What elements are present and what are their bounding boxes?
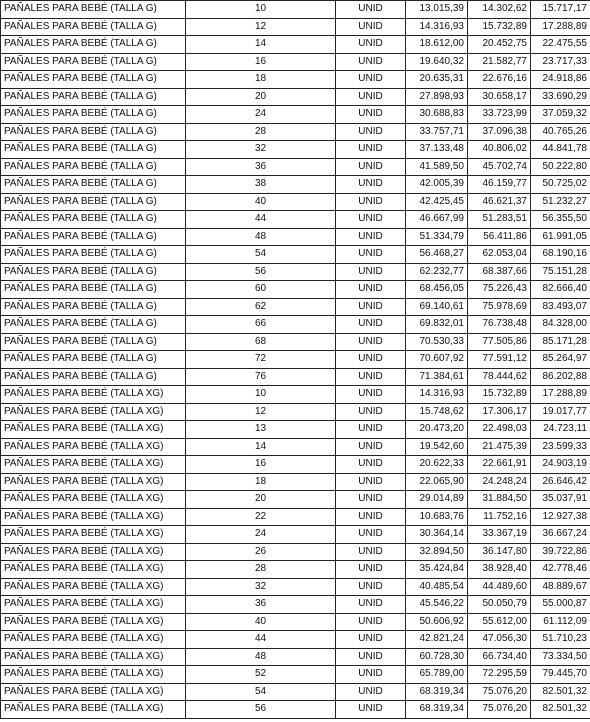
product-name-cell: PAÑALES PARA BEBÉ (TALLA G) <box>1 351 186 369</box>
quantity-cell: 24 <box>186 106 336 124</box>
product-name-cell: PAÑALES PARA BEBÉ (TALLA G) <box>1 88 186 106</box>
unit-cell: UNID <box>336 88 406 106</box>
unit-cell: UNID <box>336 158 406 176</box>
table-row <box>1 578 590 596</box>
price-2-cell: 31.884,50 <box>468 491 531 509</box>
unit-cell: UNID <box>336 1 406 19</box>
table-row <box>1 316 590 334</box>
price-2-cell: 38.928,40 <box>468 561 531 579</box>
price-2-cell: 17.306,17 <box>468 403 531 421</box>
product-name-cell: PAÑALES PARA BEBÉ (TALLA XG) <box>1 613 186 631</box>
unit-cell: UNID <box>336 526 406 544</box>
table-row <box>1 596 590 614</box>
unit-cell: UNID <box>336 211 406 229</box>
price-3-cell: 15.717,17 <box>531 1 590 19</box>
product-name-cell: PAÑALES PARA BEBÉ (TALLA G) <box>1 246 186 264</box>
price-2-cell: 75.076,20 <box>468 701 531 719</box>
product-name-cell: PAÑALES PARA BEBÉ (TALLA XG) <box>1 666 186 684</box>
price-3-cell: 48.889,67 <box>531 578 590 596</box>
quantity-cell: 24 <box>186 526 336 544</box>
table-row <box>1 298 590 316</box>
price-2-cell: 75.978,69 <box>468 298 531 316</box>
table-row <box>1 403 590 421</box>
unit-cell: UNID <box>336 648 406 666</box>
price-1-cell: 46.667,99 <box>406 211 468 229</box>
unit-cell: UNID <box>336 123 406 141</box>
price-table-body <box>1 1 590 719</box>
price-2-cell: 33.723,99 <box>468 106 531 124</box>
price-1-cell: 29.014,89 <box>406 491 468 509</box>
price-2-cell: 22.676,16 <box>468 71 531 89</box>
price-2-cell: 46.621,37 <box>468 193 531 211</box>
quantity-cell: 26 <box>186 543 336 561</box>
price-3-cell: 86.202,88 <box>531 368 590 386</box>
unit-cell: UNID <box>336 473 406 491</box>
quantity-cell: 56 <box>186 263 336 281</box>
price-3-cell: 51.710,23 <box>531 631 590 649</box>
quantity-cell: 10 <box>186 386 336 404</box>
table-row <box>1 456 590 474</box>
table-row <box>1 491 590 509</box>
quantity-cell: 76 <box>186 368 336 386</box>
product-name-cell: PAÑALES PARA BEBÉ (TALLA G) <box>1 193 186 211</box>
product-name-cell: PAÑALES PARA BEBÉ (TALLA G) <box>1 36 186 54</box>
table-row <box>1 53 590 71</box>
quantity-cell: 52 <box>186 666 336 684</box>
price-3-cell: 33.690,29 <box>531 88 590 106</box>
product-name-cell: PAÑALES PARA BEBÉ (TALLA G) <box>1 18 186 36</box>
price-3-cell: 44.841,78 <box>531 141 590 159</box>
table-row <box>1 141 590 159</box>
unit-cell: UNID <box>336 193 406 211</box>
price-1-cell: 22.065,90 <box>406 473 468 491</box>
quantity-cell: 32 <box>186 141 336 159</box>
product-name-cell: PAÑALES PARA BEBÉ (TALLA G) <box>1 53 186 71</box>
price-1-cell: 62.232,77 <box>406 263 468 281</box>
price-2-cell: 24.248,24 <box>468 473 531 491</box>
price-3-cell: 37.059,32 <box>531 106 590 124</box>
price-1-cell: 37.133,48 <box>406 141 468 159</box>
quantity-cell: 12 <box>186 18 336 36</box>
quantity-cell: 32 <box>186 578 336 596</box>
price-2-cell: 40.806,02 <box>468 141 531 159</box>
price-3-cell: 82.666,40 <box>531 281 590 299</box>
table-row <box>1 211 590 229</box>
unit-cell: UNID <box>336 456 406 474</box>
product-name-cell: PAÑALES PARA BEBÉ (TALLA G) <box>1 228 186 246</box>
price-3-cell: 56.355,50 <box>531 211 590 229</box>
unit-cell: UNID <box>336 36 406 54</box>
price-1-cell: 50.606,92 <box>406 613 468 631</box>
price-2-cell: 20.452,75 <box>468 36 531 54</box>
price-3-cell: 26.646,42 <box>531 473 590 491</box>
table-row <box>1 333 590 351</box>
unit-cell: UNID <box>336 228 406 246</box>
quantity-cell: 36 <box>186 596 336 614</box>
table-row <box>1 543 590 561</box>
product-name-cell: PAÑALES PARA BEBÉ (TALLA G) <box>1 263 186 281</box>
price-2-cell: 55.612,00 <box>468 613 531 631</box>
price-3-cell: 51.232,27 <box>531 193 590 211</box>
quantity-cell: 18 <box>186 71 336 89</box>
table-row <box>1 666 590 684</box>
product-name-cell: PAÑALES PARA BEBÉ (TALLA G) <box>1 211 186 229</box>
quantity-cell: 14 <box>186 438 336 456</box>
price-2-cell: 77.505,86 <box>468 333 531 351</box>
price-1-cell: 20.473,20 <box>406 421 468 439</box>
table-row <box>1 176 590 194</box>
price-3-cell: 85.171,28 <box>531 333 590 351</box>
quantity-cell: 62 <box>186 298 336 316</box>
price-2-cell: 75.076,20 <box>468 683 531 701</box>
price-3-cell: 50.725,02 <box>531 176 590 194</box>
product-name-cell: PAÑALES PARA BEBÉ (TALLA XG) <box>1 386 186 404</box>
unit-cell: UNID <box>336 298 406 316</box>
product-name-cell: PAÑALES PARA BEBÉ (TALLA G) <box>1 281 186 299</box>
product-name-cell: PAÑALES PARA BEBÉ (TALLA XG) <box>1 596 186 614</box>
price-3-cell: 61.112,09 <box>531 613 590 631</box>
quantity-cell: 28 <box>186 123 336 141</box>
unit-cell: UNID <box>336 281 406 299</box>
product-name-cell: PAÑALES PARA BEBÉ (TALLA G) <box>1 106 186 124</box>
unit-cell: UNID <box>336 263 406 281</box>
price-3-cell: 22.475,55 <box>531 36 590 54</box>
quantity-cell: 72 <box>186 351 336 369</box>
price-3-cell: 82.501,32 <box>531 683 590 701</box>
table-row <box>1 648 590 666</box>
table-row <box>1 473 590 491</box>
table-row <box>1 158 590 176</box>
table-row <box>1 421 590 439</box>
price-1-cell: 20.635,31 <box>406 71 468 89</box>
table-row <box>1 71 590 89</box>
product-name-cell: PAÑALES PARA BEBÉ (TALLA XG) <box>1 421 186 439</box>
price-3-cell: 85.264,97 <box>531 351 590 369</box>
product-name-cell: PAÑALES PARA BEBÉ (TALLA XG) <box>1 561 186 579</box>
quantity-cell: 18 <box>186 473 336 491</box>
price-1-cell: 40.485,54 <box>406 578 468 596</box>
table-row <box>1 368 590 386</box>
unit-cell: UNID <box>336 386 406 404</box>
product-name-cell: PAÑALES PARA BEBÉ (TALLA XG) <box>1 491 186 509</box>
price-3-cell: 39.722,86 <box>531 543 590 561</box>
price-2-cell: 21.475,39 <box>468 438 531 456</box>
price-1-cell: 19.640,32 <box>406 53 468 71</box>
table-row <box>1 263 590 281</box>
unit-cell: UNID <box>336 18 406 36</box>
unit-cell: UNID <box>336 333 406 351</box>
price-1-cell: 42.821,24 <box>406 631 468 649</box>
price-3-cell: 75.151,28 <box>531 263 590 281</box>
price-2-cell: 33.367,19 <box>468 526 531 544</box>
table-row <box>1 18 590 36</box>
unit-cell: UNID <box>336 561 406 579</box>
price-2-cell: 78.444,62 <box>468 368 531 386</box>
price-3-cell: 24.723,11 <box>531 421 590 439</box>
unit-cell: UNID <box>336 176 406 194</box>
unit-cell: UNID <box>336 421 406 439</box>
price-2-cell: 51.283,51 <box>468 211 531 229</box>
price-2-cell: 62.053,04 <box>468 246 531 264</box>
price-3-cell: 35.037,91 <box>531 491 590 509</box>
product-name-cell: PAÑALES PARA BEBÉ (TALLA G) <box>1 71 186 89</box>
price-1-cell: 65.789,00 <box>406 666 468 684</box>
price-1-cell: 45.546,22 <box>406 596 468 614</box>
table-row <box>1 193 590 211</box>
price-2-cell: 11.752,16 <box>468 508 531 526</box>
price-1-cell: 71.384,61 <box>406 368 468 386</box>
price-1-cell: 35.424,84 <box>406 561 468 579</box>
price-1-cell: 30.688,83 <box>406 106 468 124</box>
unit-cell: UNID <box>336 666 406 684</box>
price-3-cell: 40.765,26 <box>531 123 590 141</box>
quantity-cell: 68 <box>186 333 336 351</box>
unit-cell: UNID <box>336 403 406 421</box>
price-1-cell: 27.898,93 <box>406 88 468 106</box>
product-name-cell: PAÑALES PARA BEBÉ (TALLA G) <box>1 368 186 386</box>
table-row <box>1 561 590 579</box>
quantity-cell: 12 <box>186 403 336 421</box>
table-row <box>1 683 590 701</box>
price-3-cell: 42.778,46 <box>531 561 590 579</box>
price-2-cell: 47.056,30 <box>468 631 531 649</box>
unit-cell: UNID <box>336 141 406 159</box>
product-name-cell: PAÑALES PARA BEBÉ (TALLA XG) <box>1 648 186 666</box>
price-2-cell: 45.702,74 <box>468 158 531 176</box>
quantity-cell: 22 <box>186 508 336 526</box>
price-3-cell: 12.927,38 <box>531 508 590 526</box>
unit-cell: UNID <box>336 596 406 614</box>
price-2-cell: 22.498,03 <box>468 421 531 439</box>
price-1-cell: 70.607,92 <box>406 351 468 369</box>
price-3-cell: 50.222,80 <box>531 158 590 176</box>
table-row <box>1 351 590 369</box>
unit-cell: UNID <box>336 491 406 509</box>
quantity-cell: 66 <box>186 316 336 334</box>
quantity-cell: 13 <box>186 421 336 439</box>
price-2-cell: 15.732,89 <box>468 18 531 36</box>
table-row <box>1 1 590 19</box>
price-1-cell: 10.683,76 <box>406 508 468 526</box>
price-3-cell: 55.000,87 <box>531 596 590 614</box>
product-name-cell: PAÑALES PARA BEBÉ (TALLA G) <box>1 333 186 351</box>
quantity-cell: 38 <box>186 176 336 194</box>
quantity-cell: 40 <box>186 193 336 211</box>
price-2-cell: 76.738,48 <box>468 316 531 334</box>
table-row <box>1 123 590 141</box>
product-name-cell: PAÑALES PARA BEBÉ (TALLA XG) <box>1 403 186 421</box>
price-1-cell: 51.334,79 <box>406 228 468 246</box>
unit-cell: UNID <box>336 613 406 631</box>
quantity-cell: 16 <box>186 53 336 71</box>
price-3-cell: 61.991,05 <box>531 228 590 246</box>
price-3-cell: 36.667,24 <box>531 526 590 544</box>
unit-cell: UNID <box>336 53 406 71</box>
price-3-cell: 17.288,89 <box>531 386 590 404</box>
price-3-cell: 19.017,77 <box>531 403 590 421</box>
price-2-cell: 50.050,79 <box>468 596 531 614</box>
price-2-cell: 14.302,62 <box>468 1 531 19</box>
product-name-cell: PAÑALES PARA BEBÉ (TALLA G) <box>1 1 186 19</box>
price-1-cell: 33.757,71 <box>406 123 468 141</box>
table-row <box>1 228 590 246</box>
price-3-cell: 82.501,32 <box>531 701 590 719</box>
product-name-cell: PAÑALES PARA BEBÉ (TALLA XG) <box>1 578 186 596</box>
price-1-cell: 13.015,39 <box>406 1 468 19</box>
table-row <box>1 613 590 631</box>
price-1-cell: 68.319,34 <box>406 683 468 701</box>
product-name-cell: PAÑALES PARA BEBÉ (TALLA XG) <box>1 456 186 474</box>
product-name-cell: PAÑALES PARA BEBÉ (TALLA XG) <box>1 526 186 544</box>
unit-cell: UNID <box>336 683 406 701</box>
product-name-cell: PAÑALES PARA BEBÉ (TALLA G) <box>1 141 186 159</box>
table-row <box>1 386 590 404</box>
price-2-cell: 77.591,12 <box>468 351 531 369</box>
price-2-cell: 66.734,40 <box>468 648 531 666</box>
product-name-cell: PAÑALES PARA BEBÉ (TALLA XG) <box>1 631 186 649</box>
quantity-cell: 10 <box>186 1 336 19</box>
price-1-cell: 32.894,50 <box>406 543 468 561</box>
table-row <box>1 526 590 544</box>
table-row <box>1 631 590 649</box>
price-1-cell: 68.319,34 <box>406 701 468 719</box>
product-name-cell: PAÑALES PARA BEBÉ (TALLA XG) <box>1 543 186 561</box>
price-2-cell: 36.147,80 <box>468 543 531 561</box>
quantity-cell: 20 <box>186 491 336 509</box>
product-name-cell: PAÑALES PARA BEBÉ (TALLA G) <box>1 158 186 176</box>
price-2-cell: 37.096,38 <box>468 123 531 141</box>
product-name-cell: PAÑALES PARA BEBÉ (TALLA XG) <box>1 438 186 456</box>
price-3-cell: 24.918,86 <box>531 71 590 89</box>
price-2-cell: 22.661,91 <box>468 456 531 474</box>
price-2-cell: 21.582,77 <box>468 53 531 71</box>
unit-cell: UNID <box>336 508 406 526</box>
price-3-cell: 23.717,33 <box>531 53 590 71</box>
price-1-cell: 15.748,62 <box>406 403 468 421</box>
price-1-cell: 42.005,39 <box>406 176 468 194</box>
price-2-cell: 44.489,60 <box>468 578 531 596</box>
product-name-cell: PAÑALES PARA BEBÉ (TALLA XG) <box>1 683 186 701</box>
price-3-cell: 68.190,16 <box>531 246 590 264</box>
price-1-cell: 20.622,33 <box>406 456 468 474</box>
price-2-cell: 72.295,59 <box>468 666 531 684</box>
price-1-cell: 14.316,93 <box>406 386 468 404</box>
unit-cell: UNID <box>336 438 406 456</box>
price-1-cell: 68.456,05 <box>406 281 468 299</box>
price-3-cell: 23.599,33 <box>531 438 590 456</box>
table-row <box>1 701 590 719</box>
price-1-cell: 69.140,61 <box>406 298 468 316</box>
price-1-cell: 56.468,27 <box>406 246 468 264</box>
unit-cell: UNID <box>336 246 406 264</box>
quantity-cell: 44 <box>186 631 336 649</box>
price-3-cell: 73.334,50 <box>531 648 590 666</box>
quantity-cell: 60 <box>186 281 336 299</box>
product-name-cell: PAÑALES PARA BEBÉ (TALLA XG) <box>1 701 186 719</box>
table-row <box>1 246 590 264</box>
quantity-cell: 54 <box>186 246 336 264</box>
unit-cell: UNID <box>336 368 406 386</box>
price-3-cell: 83.493,07 <box>531 298 590 316</box>
price-1-cell: 30.364,14 <box>406 526 468 544</box>
price-2-cell: 56.411,86 <box>468 228 531 246</box>
quantity-cell: 28 <box>186 561 336 579</box>
quantity-cell: 56 <box>186 701 336 719</box>
price-1-cell: 60.728,30 <box>406 648 468 666</box>
price-1-cell: 18.612,00 <box>406 36 468 54</box>
quantity-cell: 48 <box>186 228 336 246</box>
table-row <box>1 36 590 54</box>
unit-cell: UNID <box>336 543 406 561</box>
price-2-cell: 30.658,17 <box>468 88 531 106</box>
product-name-cell: PAÑALES PARA BEBÉ (TALLA G) <box>1 123 186 141</box>
product-name-cell: PAÑALES PARA BEBÉ (TALLA G) <box>1 298 186 316</box>
price-1-cell: 70.530,33 <box>406 333 468 351</box>
quantity-cell: 48 <box>186 648 336 666</box>
quantity-cell: 54 <box>186 683 336 701</box>
unit-cell: UNID <box>336 631 406 649</box>
price-3-cell: 79.445,70 <box>531 666 590 684</box>
price-2-cell: 68.387,66 <box>468 263 531 281</box>
price-2-cell: 15.732,89 <box>468 386 531 404</box>
unit-cell: UNID <box>336 701 406 719</box>
unit-cell: UNID <box>336 351 406 369</box>
product-name-cell: PAÑALES PARA BEBÉ (TALLA G) <box>1 176 186 194</box>
quantity-cell: 20 <box>186 88 336 106</box>
table-row <box>1 281 590 299</box>
price-2-cell: 75.226,43 <box>468 281 531 299</box>
table-row <box>1 508 590 526</box>
price-3-cell: 24.903,19 <box>531 456 590 474</box>
product-name-cell: PAÑALES PARA BEBÉ (TALLA XG) <box>1 473 186 491</box>
product-name-cell: PAÑALES PARA BEBÉ (TALLA XG) <box>1 508 186 526</box>
unit-cell: UNID <box>336 578 406 596</box>
unit-cell: UNID <box>336 71 406 89</box>
table-row <box>1 106 590 124</box>
table-row <box>1 438 590 456</box>
price-1-cell: 19.542,60 <box>406 438 468 456</box>
unit-cell: UNID <box>336 316 406 334</box>
quantity-cell: 16 <box>186 456 336 474</box>
price-3-cell: 84.328,00 <box>531 316 590 334</box>
product-name-cell: PAÑALES PARA BEBÉ (TALLA G) <box>1 316 186 334</box>
quantity-cell: 14 <box>186 36 336 54</box>
quantity-cell: 36 <box>186 158 336 176</box>
price-1-cell: 41.589,50 <box>406 158 468 176</box>
table-row <box>1 88 590 106</box>
price-3-cell: 17.288,89 <box>531 18 590 36</box>
quantity-cell: 44 <box>186 211 336 229</box>
price-1-cell: 14.316,93 <box>406 18 468 36</box>
unit-cell: UNID <box>336 106 406 124</box>
price-1-cell: 42.425,45 <box>406 193 468 211</box>
quantity-cell: 40 <box>186 613 336 631</box>
price-2-cell: 46.159,77 <box>468 176 531 194</box>
price-1-cell: 69.832,01 <box>406 316 468 334</box>
